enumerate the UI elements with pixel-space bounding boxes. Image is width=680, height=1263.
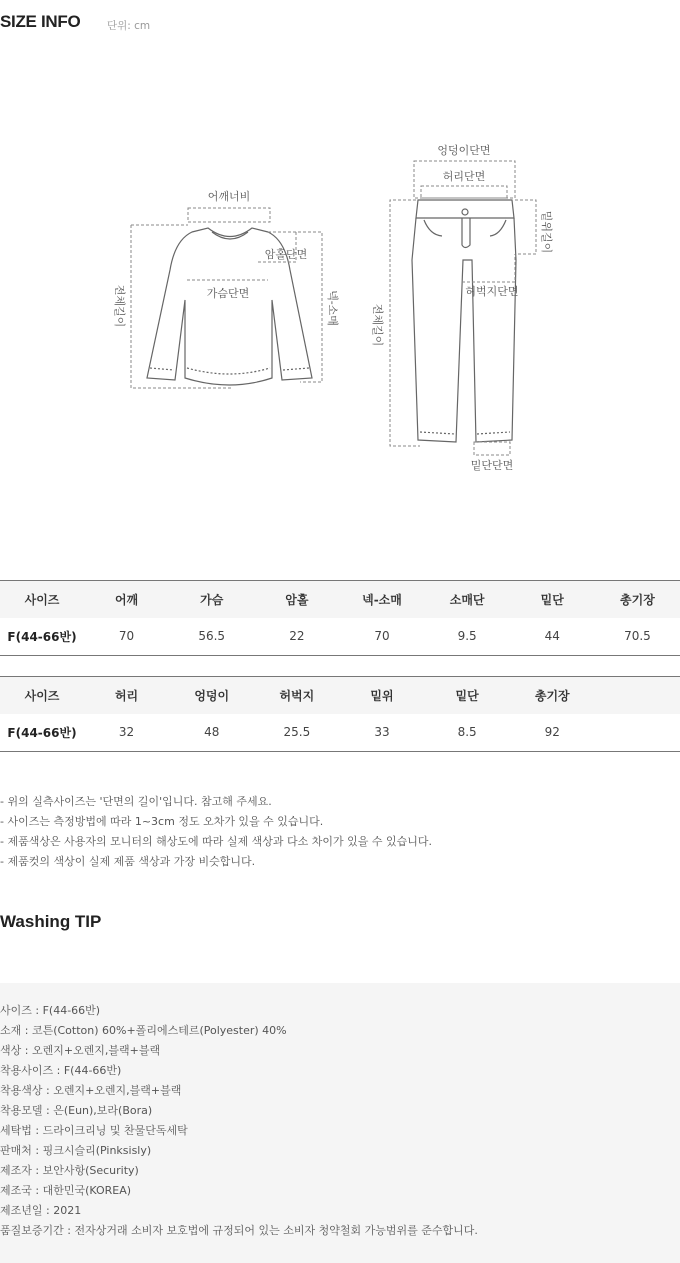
top-table-header bbox=[0, 581, 680, 618]
shoulder-label: 어깨너비 bbox=[207, 190, 251, 203]
top-total-length-label: 전체길이 bbox=[113, 284, 126, 328]
table-cell: 32 bbox=[118, 725, 135, 740]
info-line: 사이즈 : F(44-66반) bbox=[0, 1004, 101, 1017]
info-line: 제조국 : 대한민국(KOREA) bbox=[0, 1184, 132, 1197]
info-line: 제조년일 : 2021 bbox=[0, 1204, 82, 1217]
col-header: 엉덩이 bbox=[169, 677, 254, 714]
info-line: 소재 : 코튼(Cotton) 60%+폴리에스테르(Polyester) 40% bbox=[0, 1024, 287, 1037]
hem-label: 밑단단면 bbox=[470, 459, 514, 472]
col-header: 넥-소매 bbox=[339, 581, 424, 618]
col-header: 암홀 bbox=[254, 581, 339, 618]
waist-label: 허리단면 bbox=[442, 170, 486, 183]
col-header: 사이즈 bbox=[0, 677, 84, 714]
table-cell: 70 bbox=[374, 629, 390, 644]
info-line: 판매처 : 핑크시슬리(Pinksisly) bbox=[0, 1144, 152, 1157]
note-line: - 위의 실측사이즈는 '단면의 길이'입니다. 참고해 주세요. bbox=[0, 795, 272, 808]
info-line: 착용모델 : 은(Eun),보라(Bora) bbox=[0, 1104, 153, 1117]
table-cell: 25.5 bbox=[283, 725, 311, 740]
washing-tip-title: Washing TIP bbox=[0, 912, 102, 931]
table-cell: 33 bbox=[374, 725, 390, 740]
table-cell bbox=[595, 714, 680, 752]
bottom-table-header bbox=[0, 677, 680, 714]
table-cell: 8.5 bbox=[457, 725, 477, 740]
table-cell: 44 bbox=[544, 629, 560, 644]
col-header: 밑단 bbox=[425, 677, 510, 714]
bottom-size-table bbox=[0, 676, 680, 752]
size-info-title: SIZE INFO bbox=[0, 12, 81, 31]
col-header: 사이즈 bbox=[0, 581, 84, 618]
table-row bbox=[0, 714, 680, 752]
info-line: 품질보증기간 : 전자상거래 소비자 보호법에 규정되어 있는 소비자 청약철회 가능범위를 준수합니다. bbox=[0, 1224, 478, 1237]
chest-label: 가슴단면 bbox=[206, 287, 250, 300]
pants-measure-lines bbox=[390, 161, 536, 455]
col-header: 총기장 bbox=[510, 677, 595, 714]
note-line: - 제품컷의 색상이 실제 제품 색상과 가장 비슷합니다. bbox=[0, 855, 256, 868]
col-header: 어깨 bbox=[84, 581, 169, 618]
rise-label: 밑위길이 bbox=[540, 210, 553, 254]
table-cell: F(44-66반) bbox=[7, 629, 77, 644]
size-notes bbox=[0, 792, 432, 872]
top-size-table bbox=[0, 580, 680, 656]
info-line: 착용색상 : 오렌지+오렌지,블랙+블랙 bbox=[0, 1084, 182, 1097]
table-cell: 92 bbox=[544, 725, 560, 740]
col-header: 허리 bbox=[84, 677, 169, 714]
note-line: - 사이즈는 측정방법에 따라 1~3cm 정도 오차가 있을 수 있습니다. bbox=[0, 815, 324, 828]
pants-illustration bbox=[412, 200, 519, 442]
table-row bbox=[0, 618, 680, 656]
col-header: 총기장 bbox=[595, 581, 680, 618]
info-line: 세탁법 : 드라이크리닝 및 찬물단독세탁 bbox=[0, 1124, 188, 1137]
armhole-label: 암홀단면 bbox=[264, 248, 308, 261]
table-cell: 70 bbox=[118, 629, 135, 644]
table-cell: 56.5 bbox=[198, 629, 226, 644]
hip-label: 엉덩이단면 bbox=[437, 144, 491, 157]
col-header: 밑위 bbox=[339, 677, 424, 714]
col-header: 밑단 bbox=[510, 581, 595, 618]
table-cell: 48 bbox=[204, 725, 220, 740]
table-cell: 22 bbox=[289, 629, 305, 644]
info-line: 색상 : 오렌지+오렌지,블랙+블랙 bbox=[0, 1044, 161, 1057]
pants-total-length-label: 전체길이 bbox=[371, 303, 384, 347]
col-header bbox=[595, 677, 680, 714]
neck-sleeve-label: 넥-소매 bbox=[326, 290, 339, 326]
info-line: 착용사이즈 : F(44-66반) bbox=[0, 1064, 122, 1077]
unit-label: 단위: cm bbox=[107, 20, 151, 32]
col-header: 소매단 bbox=[425, 581, 510, 618]
product-info-box bbox=[0, 983, 680, 1263]
table-cell: 9.5 bbox=[457, 629, 477, 644]
col-header: 가슴 bbox=[169, 581, 254, 618]
table-cell: 70.5 bbox=[624, 629, 651, 644]
thigh-label: 허벅지단면 bbox=[465, 285, 519, 298]
info-line: 제조자 : 보안사항(Security) bbox=[0, 1164, 139, 1177]
col-header: 허벅지 bbox=[254, 677, 339, 714]
table-cell: F(44-66반) bbox=[7, 725, 77, 740]
note-line: - 제품색상은 사용자의 모니터의 해상도에 따라 실제 색상과 다소 차이가 있을 수 있습니다. bbox=[0, 835, 432, 848]
size-diagram bbox=[0, 130, 680, 490]
